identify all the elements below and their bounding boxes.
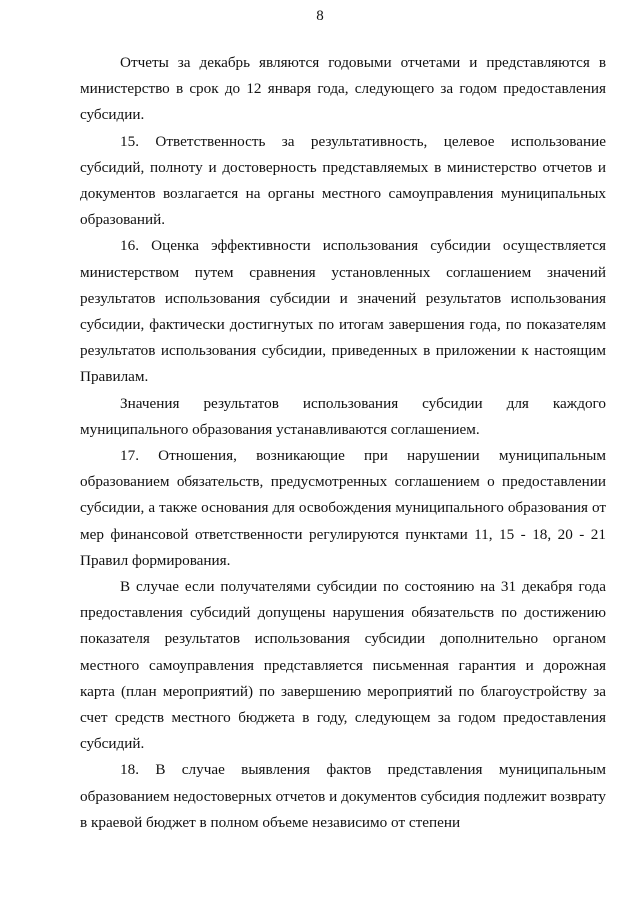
paragraph-15-responsibility: 15. Ответственность за результативность, целевое использование субсидий, полноту и достоверность представляемых в министерство отчетов и документов возлагается на органы местного самоуправления муниципальных образований. xyxy=(80,132,606,229)
page-number: 8 xyxy=(316,8,324,24)
document-body xyxy=(80,50,606,836)
paragraph-18-return: 18. В случае выявления фактов представления муниципальным образованием недостоверных отчетов и документов субсидия подлежит возврату в краевой бюджет в полном объеме независимо от степени xyxy=(80,761,606,831)
paragraph-result-values: Значения результатов использования субсидии для каждого муниципального образования устанавливаются соглашением. xyxy=(80,394,606,438)
paragraph-reports-deadline: Отчеты за декабрь являются годовыми отчетами и представляются в министерство в срок до 12 января года, следующего за годом предоставления субсидии. xyxy=(80,54,606,124)
paragraph-16-efficiency: 16. Оценка эффективности использования субсидии осуществляется министерством путем сравнения установленных соглашением значений результатов использования субсидии и значений результатов использования субсидии, фактически достигнутых по итогам завершения года, по показателям результатов использования субсидии, приведенных в приложении к настоящим Правилам. xyxy=(80,237,606,386)
paragraph-violations-guarantee: В случае если получателями субсидии по состоянию на 31 декабря года предоставления субсидий допущены нарушения обязательств по достижению показателя результатов использования субсидии дополнительно органом местного самоуправления представляется письменная гарантия и дорожная карта (план мероприятий) по завершению мероприятий по благоустройству за счет средств местного бюджета в году, следующем за годом предоставления субсидий. xyxy=(80,578,606,753)
paragraph-17-relations: 17. Отношения, возникающие при нарушении муниципальным образованием обязательств, предусмотренных соглашением о предоставлении субсидии, а также основания для освобождения муниципального образования от мер финансовой ответственности регулируются пунктами 11, 15 - 18, 20 - 21 Правил формирования. xyxy=(80,447,606,569)
